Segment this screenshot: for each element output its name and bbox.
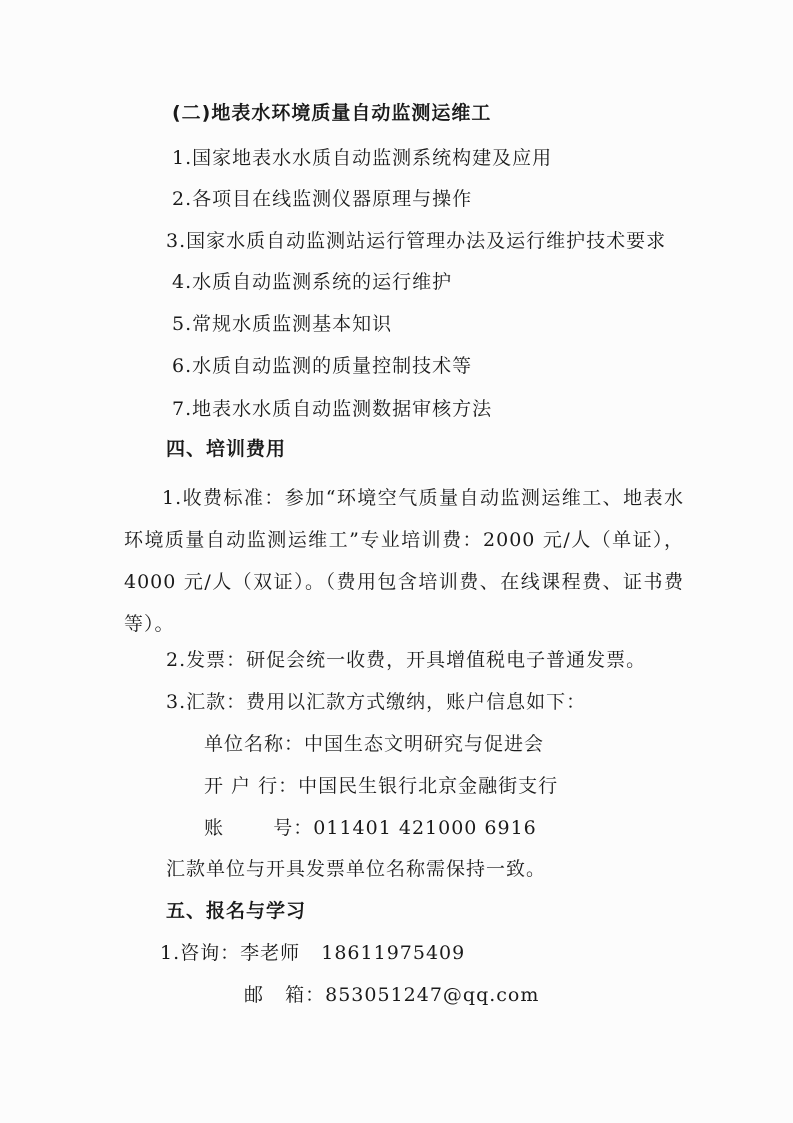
account-bank-label: 开 户 行： [204, 775, 299, 797]
invoice-text: 2.发票：研促会统一收费，开具增值税电子普通发票。 [166, 649, 647, 671]
remit-note-text: 汇款单位与开具发票单位名称需保持一致。 [166, 858, 547, 880]
account-number-value: 011401 421000 6916 [313, 817, 537, 839]
list-item: 5.常规水质监测基本知识 [172, 313, 393, 335]
list-item: 4.水质自动监测系统的运行维护 [172, 271, 453, 293]
list-item: 6.水质自动监测的质量控制技术等 [172, 355, 473, 377]
account-number-label: 账 号： [204, 817, 314, 839]
remit-intro-text: 3.汇款：费用以汇款方式缴纳，账户信息如下： [166, 691, 587, 713]
account-bank-value: 中国民生银行北京金融街支行 [298, 775, 559, 797]
section-heading-surface-water: (二)地表水环境质量自动监测运维工 [172, 102, 492, 124]
account-number-row [204, 816, 537, 840]
fee-standard-paragraph: 1.收费标准：参加“环境空气质量自动监测运维工、地表水环境质量自动监测运维工”专业培训费：2000 元/人（单证），4000 元/人（双证）。（费用包含培训费、在线课程费、证书费等）。 [124, 487, 684, 635]
email-row [244, 983, 539, 1007]
email-label: 邮 箱： [244, 984, 326, 1006]
consult-text: 1.咨询：李老师 18611975409 [160, 942, 466, 964]
account-name-value: 中国生态文明研究与促进会 [304, 733, 545, 755]
list-item: 7.地表水水质自动监测数据审核方法 [172, 398, 493, 420]
email-value: 853051247@qq.com [325, 984, 540, 1006]
list-item: 3.国家水质自动监测站运行管理办法及运行维护技术要求 [166, 230, 667, 252]
section-heading-fees: 四、培训费用 [166, 438, 287, 460]
list-item: 1.国家地表水水质自动监测系统构建及应用 [172, 147, 553, 169]
list-item: 2.各项目在线监测仪器原理与操作 [172, 188, 473, 210]
account-name-label: 单位名称： [204, 733, 305, 755]
account-bank-row [204, 774, 558, 798]
account-name-row [204, 732, 544, 756]
section-heading-signup: 五、报名与学习 [166, 900, 307, 922]
